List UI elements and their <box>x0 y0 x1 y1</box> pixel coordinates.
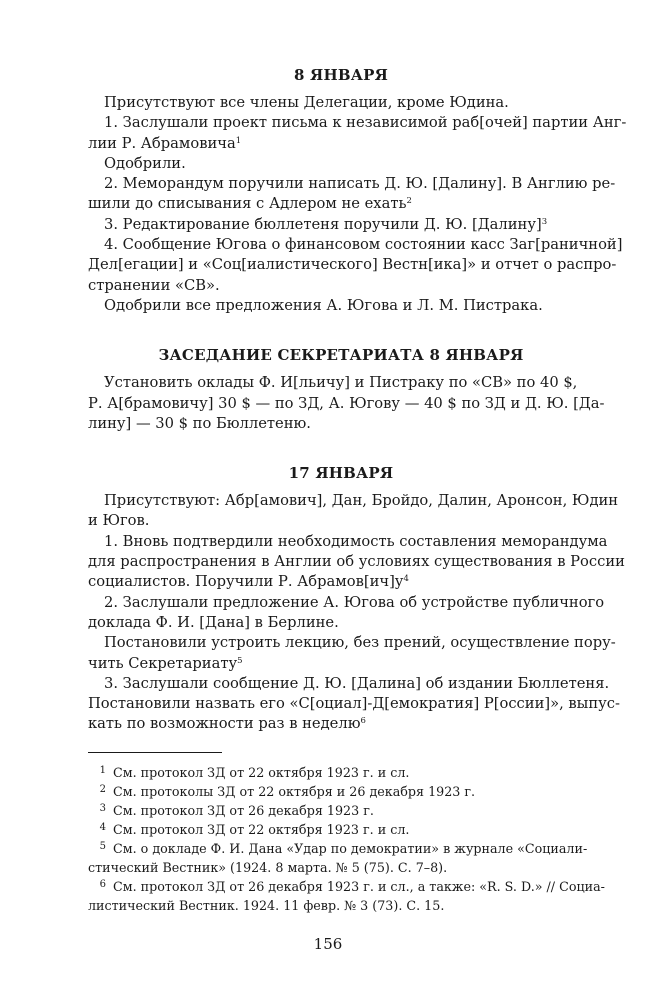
text-line: лии Р. Абрамовича$^1$ <box>88 134 242 152</box>
footnote-ref: 3 <box>541 216 548 227</box>
text-line: Дел[егации] и «Соц[иалистического] Вестн[ика]» и отчет о распро- <box>88 256 617 274</box>
footnote-5 <box>88 838 594 877</box>
footnote-text: См. протокол ЗД от 26 декабря 1923 г. и сл., а также: «R. S. D.» // Социа- <box>113 879 605 894</box>
section-heading-secretariat: ЗАСЕДАНИЕ СЕКРЕТАРИАТА 8 ЯНВАРЯ <box>158 346 524 365</box>
text-line: Присутствуют: Абр[амович], Дан, Бройдо, Далин, Аронсон, Юдин <box>104 492 619 510</box>
footnote-3 <box>88 800 594 821</box>
footnote-4 <box>88 819 594 840</box>
text-line: и Югов. <box>88 512 150 530</box>
text-line: социалистов. Поручили Р. $Абрамов[ич]у^4$ <box>88 573 409 591</box>
text-line: Присутствуют все члены Делегации, кроме Юдина. <box>104 94 509 111</box>
footnote-text: См. протокол ЗД от 26 декабря 1923 г. <box>113 803 374 818</box>
text-line: доклада Ф. И. [Дана] в Берлине. <box>88 613 339 631</box>
footnote-ref: 2 <box>406 196 412 207</box>
text-line: Установить оклады Ф. И[льичу] и Пистраку по «СВ» по 40 $, <box>104 374 578 392</box>
section-heading-8-january: 8 ЯНВАРЯ <box>293 66 389 84</box>
footnote-text: См. протокол ЗД от 22 октября 1923 г. и сл. <box>113 822 410 837</box>
footnote-text: листический Вестник. 1924. 11 февр. № 3 (73). С. 15. <box>88 897 445 913</box>
footnote-number: 5 <box>99 841 106 852</box>
text-line: лину] — 30 $ по Бюллетеню. <box>88 414 311 432</box>
text-line: 4. Сообщение Югова о финансовом состоянии касс Заг[раничной] <box>104 236 623 254</box>
section-heading-17-january: 17 ЯНВАРЯ <box>288 464 394 483</box>
footnote-2 <box>88 781 594 802</box>
text-line: 1. Вновь подтвердили необходимость составления меморандума <box>104 532 608 550</box>
page-body <box>88 60 627 735</box>
footnote-ref: 4 <box>403 574 409 585</box>
text-line: шили до списывания с Адлером не ехать$^2$ <box>88 195 412 213</box>
footnote-number: 2 <box>99 784 106 795</box>
page-number: 156 <box>313 935 343 953</box>
footnote-ref: 6 <box>360 716 366 727</box>
text-line: 3. Редактирование бюллетеня поручили Д. Ю. [Далину]$^3$ <box>104 215 548 233</box>
text-line: странении «СВ». <box>88 276 220 294</box>
footnote-number: 6 <box>99 879 106 890</box>
text-line: Одобрили все предложения А. Югова и Л. М. Пистрака. <box>104 296 543 314</box>
footnote-ref: 5 <box>237 655 243 666</box>
footnote-text: См. протоколы ЗД от 22 октября и 26 декабря 1923 г. <box>113 784 476 799</box>
text-line: 1. Заслушали проект письма к независимой раб[очей] партии Анг- <box>104 114 627 132</box>
section-secretariat-text <box>88 373 605 434</box>
text-line: Постановили устроить лекцию, без прений, осуществление пору- <box>104 634 616 652</box>
text-line: Р. А[брамовичу] 30 $ — по ЗД, А. Югову — 40 $ по ЗД и Д. Ю. [Да- <box>88 394 605 412</box>
text-line: Одобрили. <box>104 154 186 172</box>
footnote-text: См. о докладе Ф. И. Дана «Удар по демократии» в журнале «Социали- <box>113 841 588 856</box>
footnote-6 <box>88 876 605 915</box>
footnote-1 <box>88 762 594 783</box>
footnote-ref: 1 <box>235 135 242 146</box>
footnote-number: 3 <box>99 803 106 814</box>
text-line: 2. Заслушали предложение А. Югова об устройстве публичного <box>104 593 605 611</box>
text-line: для распространения в Англии об условиях существования в России <box>88 553 625 571</box>
section-8-january-text <box>88 93 627 316</box>
text-line: 3. Заслушали сообщение Д. Ю. [Далина] об издании Бюллетеня. <box>104 674 610 692</box>
text-line: чить Секретариату$^5$ <box>88 654 243 672</box>
section-17-january-text <box>88 491 625 735</box>
text-line: кать по возможности раз в неделю$^6$ <box>88 715 366 733</box>
footnote-number: 1 <box>99 765 106 776</box>
footnote-divider <box>88 752 222 753</box>
footnote-text: стический Вестник» (1924. 8 марта. № 5 (75). С. 7–8). <box>88 859 448 875</box>
footnote-text: См. протокол ЗД от 22 октября 1923 г. и сл. <box>113 765 410 780</box>
text-line: Постановили назвать его «С[оциал]-Д[емократия] Р[оссии]», выпус- <box>88 695 620 713</box>
footnote-number: 4 <box>99 822 106 833</box>
text-line: 2. Меморандум поручили написать Д. Ю. [Далину]. В Англию ре- <box>104 175 616 193</box>
